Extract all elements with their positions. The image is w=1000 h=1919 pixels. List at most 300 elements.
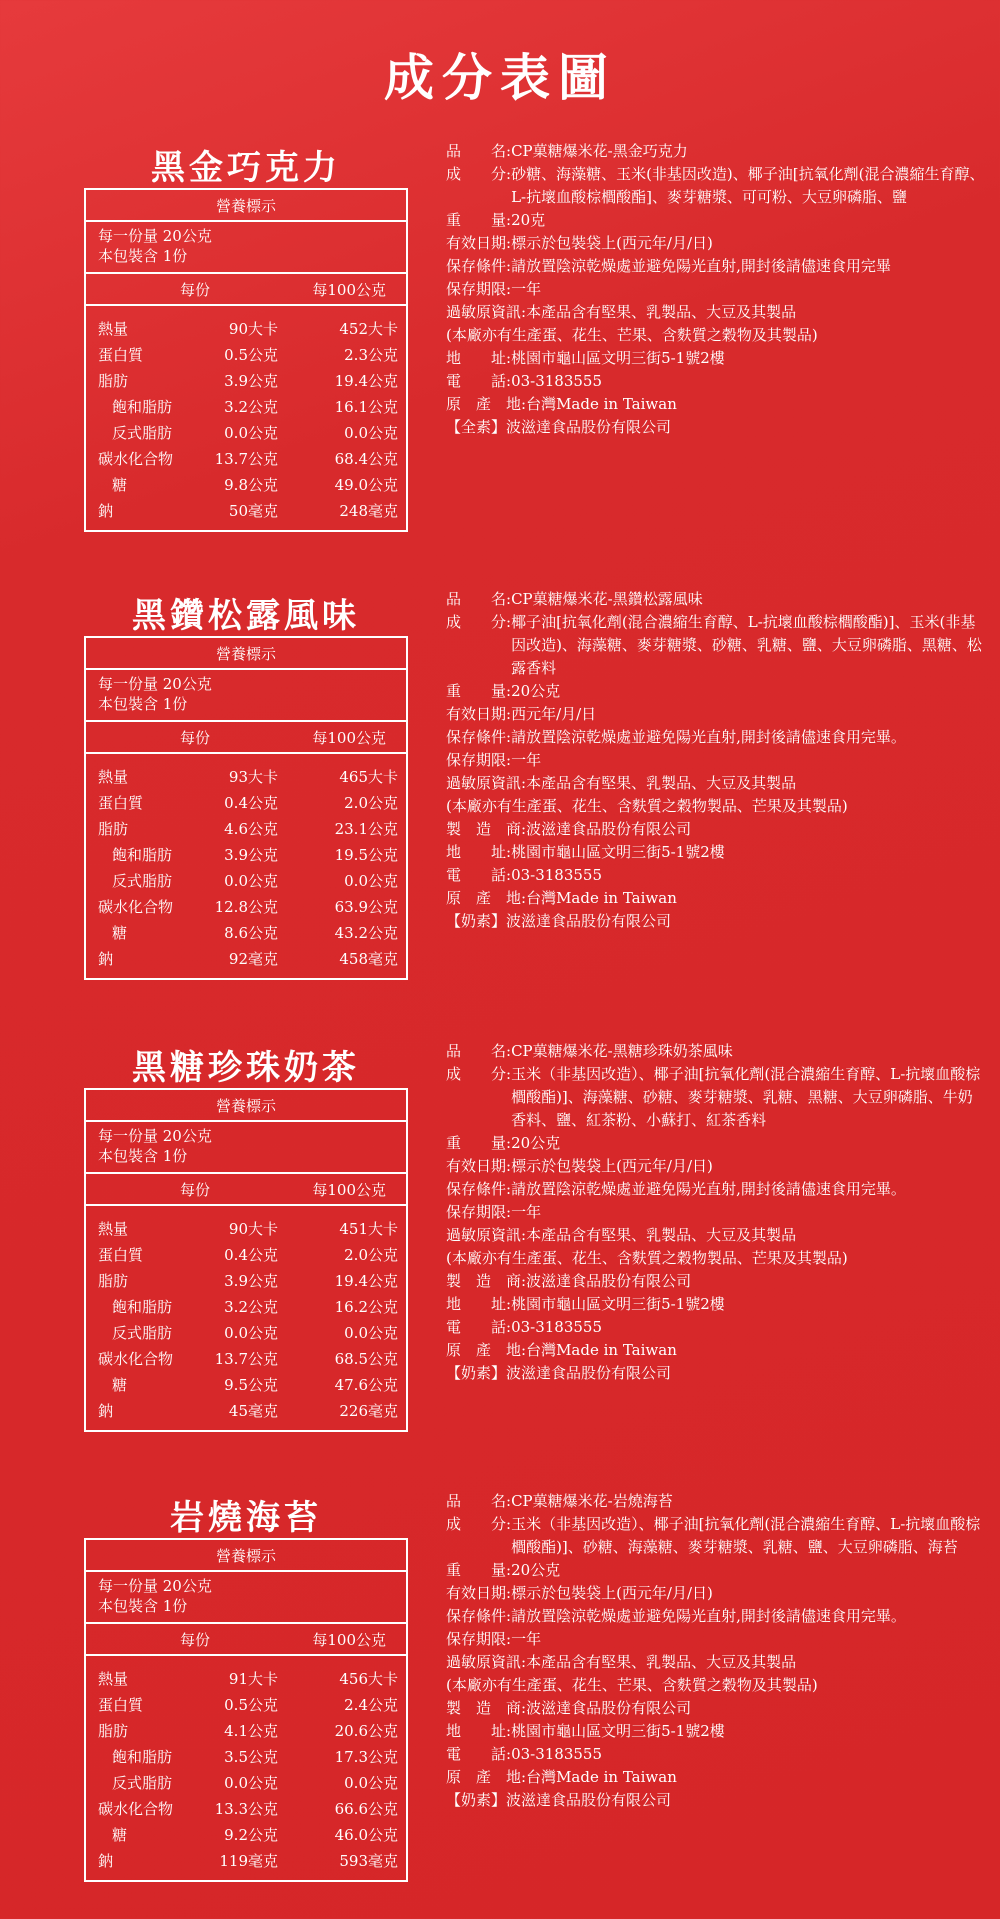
nutrient-label: 脂肪 xyxy=(98,820,129,838)
nutrient-label: 蛋白質 xyxy=(98,1696,144,1714)
info-value: 03-3183555 xyxy=(511,866,603,884)
per-serving-value: 91大卡 xyxy=(228,1670,278,1688)
info-value: 本產品含有堅果、乳製品、大豆及其製品 xyxy=(526,774,797,792)
nutrition-table xyxy=(84,188,408,532)
nutrient-label: 鈉 xyxy=(98,1402,114,1420)
info-line xyxy=(446,611,986,680)
info-line xyxy=(446,393,986,416)
nutrient-label: 飽和脂肪 xyxy=(112,398,173,416)
info-key: 製 造 商: xyxy=(446,1272,527,1290)
info-key: 過敏原資訊: xyxy=(446,1653,527,1671)
nutrient-label: 糖 xyxy=(112,476,128,494)
nutrient-label: 碳水化合物 xyxy=(98,1350,174,1368)
product-info xyxy=(446,1040,986,1385)
info-line xyxy=(446,818,986,841)
product-name: 黑糖珍珠奶茶 xyxy=(132,1048,360,1088)
nutrition-row xyxy=(86,1796,406,1822)
info-line xyxy=(446,795,986,818)
nutrition-rows xyxy=(86,754,406,978)
info-value: 砂糖、海藻糖、玉米(非基因改造)、椰子油[抗氧化劑(混合濃縮生育醇、L-抗壞血酸棕櫚酸酯]、麥芽糖漿、可可粉、大豆卵磷脂、鹽 xyxy=(511,165,985,206)
per-100g-value: 20.6公克 xyxy=(334,1722,398,1740)
info-value: CP菓糖爆米花-黑鑽松露風味 xyxy=(511,590,703,608)
per-100g-value: 2.0公克 xyxy=(344,794,398,812)
info-line xyxy=(446,1339,986,1362)
info-key: 重 量: xyxy=(446,211,512,229)
per-100g-value: 458毫克 xyxy=(339,950,398,968)
col-per-serving: 每份 xyxy=(179,1181,210,1199)
info-line xyxy=(446,347,986,370)
info-key: 電 話: xyxy=(446,1318,512,1336)
info-line xyxy=(446,1674,986,1697)
nutrition-row xyxy=(86,1294,406,1320)
serving-size: 每一份量 20公克 xyxy=(98,675,212,693)
info-value: 桃園市龜山區文明三街5-1號2樓 xyxy=(511,843,725,861)
per-serving-value: 0.0公克 xyxy=(224,872,278,890)
per-serving-value: 13.7公克 xyxy=(214,450,278,468)
info-key: 有效日期: xyxy=(446,1584,512,1602)
per-100g-value: 248毫克 xyxy=(339,502,398,520)
per-serving-value: 90大卡 xyxy=(228,1220,278,1238)
serving-info xyxy=(86,1122,406,1174)
nutrition-row xyxy=(86,1216,406,1242)
info-line xyxy=(446,416,986,439)
per-100g-value: 2.4公克 xyxy=(344,1696,398,1714)
info-line xyxy=(446,232,986,255)
info-key: 原 產 地: xyxy=(446,1768,527,1786)
nutrient-label: 熱量 xyxy=(98,1670,129,1688)
info-value: 03-3183555 xyxy=(511,1318,603,1336)
info-line xyxy=(446,1559,986,1582)
serving-size: 每一份量 20公克 xyxy=(98,227,212,245)
info-key: 保存期限: xyxy=(446,751,512,769)
col-per-100g: 每100公克 xyxy=(312,1631,386,1649)
per-100g-value: 49.0公克 xyxy=(334,476,398,494)
per-serving-value: 0.4公克 xyxy=(224,794,278,812)
info-key: 保存條件: xyxy=(446,1180,512,1198)
info-line xyxy=(446,301,986,324)
info-line xyxy=(446,772,986,795)
nutrition-header: 營養標示 xyxy=(86,190,406,222)
nutrition-row xyxy=(86,1718,406,1744)
info-value: 椰子油[抗氧化劑(混合濃縮生育醇、L-抗壞血酸棕櫚酸酯)]、玉米(非基因改造)、海藻糖、麥芽糖漿、砂糖、乳糖、鹽、大豆卵磷脂、黑糖、松露香料 xyxy=(511,613,982,677)
info-key: 保存期限: xyxy=(446,1630,512,1648)
info-value: 【奶素】波滋達食品股份有限公司 xyxy=(446,1791,672,1809)
nutrition-header: 營養標示 xyxy=(86,1090,406,1122)
per-100g-value: 0.0公克 xyxy=(344,1324,398,1342)
nutrient-label: 糖 xyxy=(112,1376,128,1394)
info-value: 【奶素】波滋達食品股份有限公司 xyxy=(446,1364,672,1382)
info-key: 保存條件: xyxy=(446,1607,512,1625)
serving-info xyxy=(86,222,406,274)
per-100g-value: 43.2公克 xyxy=(334,924,398,942)
column-headers xyxy=(86,274,406,306)
info-value: 台灣Made in Taiwan xyxy=(526,395,677,413)
info-key: 地 址: xyxy=(446,1295,512,1313)
nutrition-row xyxy=(86,816,406,842)
per-serving-value: 50毫克 xyxy=(228,502,278,520)
nutrition-row xyxy=(86,1346,406,1372)
info-key: 保存期限: xyxy=(446,1203,512,1221)
per-100g-value: 19.4公克 xyxy=(334,372,398,390)
info-value: 03-3183555 xyxy=(511,372,603,390)
nutrient-label: 碳水化合物 xyxy=(98,450,174,468)
info-key: 地 址: xyxy=(446,843,512,861)
column-headers xyxy=(86,1174,406,1206)
info-line xyxy=(446,370,986,393)
nutrient-label: 脂肪 xyxy=(98,1272,129,1290)
nutrition-rows xyxy=(86,306,406,530)
nutrient-label: 蛋白質 xyxy=(98,1246,144,1264)
info-value: 標示於包裝袋上(西元年/月/日) xyxy=(511,234,713,252)
nutrition-row xyxy=(86,1242,406,1268)
nutrient-label: 碳水化合物 xyxy=(98,898,174,916)
per-100g-value: 19.5公克 xyxy=(334,846,398,864)
info-line xyxy=(446,1582,986,1605)
per-serving-value: 0.0公克 xyxy=(224,1324,278,1342)
servings-per-pack: 本包裝含 1份 xyxy=(98,695,188,713)
info-value: 20公克 xyxy=(511,1134,561,1152)
info-value: 一年 xyxy=(511,751,542,769)
per-serving-value: 119毫克 xyxy=(219,1852,278,1870)
info-line xyxy=(446,1720,986,1743)
info-line xyxy=(446,1316,986,1339)
product-info xyxy=(446,588,986,933)
per-100g-value: 593毫克 xyxy=(339,1852,398,1870)
info-value: 西元年/月/日 xyxy=(511,705,597,723)
nutrition-row xyxy=(86,1770,406,1796)
info-key: 過敏原資訊: xyxy=(446,1226,527,1244)
info-key: 製 造 商: xyxy=(446,820,527,838)
info-line xyxy=(446,1789,986,1812)
info-value: (本廠亦有生產蛋、花生、含麩質之穀物製品、芒果及其製品) xyxy=(446,797,848,815)
nutrition-row xyxy=(86,1398,406,1424)
info-line xyxy=(446,588,986,611)
per-serving-value: 4.6公克 xyxy=(224,820,278,838)
info-key: 過敏原資訊: xyxy=(446,774,527,792)
info-line xyxy=(446,864,986,887)
nutrition-row xyxy=(86,342,406,368)
info-value: CP菓糖爆米花-岩燒海苔 xyxy=(511,1492,673,1510)
per-100g-value: 0.0公克 xyxy=(344,872,398,890)
info-line xyxy=(446,1362,986,1385)
info-value: 請放置陰涼乾燥處並避免陽光直射,開封後請儘速食用完畢。 xyxy=(511,1180,906,1198)
servings-per-pack: 本包裝含 1份 xyxy=(98,1147,188,1165)
info-line xyxy=(446,1651,986,1674)
nutrition-row xyxy=(86,472,406,498)
info-line xyxy=(446,1247,986,1270)
info-value: 請放置陰涼乾燥處並避免陽光直射,開封後請儘速食用完畢 xyxy=(511,257,891,275)
per-serving-value: 3.9公克 xyxy=(224,846,278,864)
page-title: 成分表圖 xyxy=(384,48,616,107)
info-key: 原 產 地: xyxy=(446,1341,527,1359)
info-key: 有效日期: xyxy=(446,234,512,252)
per-100g-value: 452大卡 xyxy=(339,320,398,338)
product-info xyxy=(446,140,986,439)
col-per-serving: 每份 xyxy=(179,1631,210,1649)
info-value: 20克 xyxy=(511,211,546,229)
info-value: 本產品含有堅果、乳製品、大豆及其製品 xyxy=(526,1653,797,1671)
per-serving-value: 9.5公克 xyxy=(224,1376,278,1394)
nutrient-label: 反式脂肪 xyxy=(112,424,173,442)
nutrition-row xyxy=(86,868,406,894)
info-value: 一年 xyxy=(511,1203,542,1221)
per-serving-value: 0.5公克 xyxy=(224,346,278,364)
info-value: 一年 xyxy=(511,280,542,298)
nutrition-row xyxy=(86,498,406,524)
servings-per-pack: 本包裝含 1份 xyxy=(98,1597,188,1615)
nutrient-label: 鈉 xyxy=(98,502,114,520)
per-serving-value: 9.2公克 xyxy=(224,1826,278,1844)
per-100g-value: 451大卡 xyxy=(339,1220,398,1238)
per-100g-value: 465大卡 xyxy=(339,768,398,786)
info-value: 波滋達食品股份有限公司 xyxy=(526,820,692,838)
serving-info xyxy=(86,1572,406,1624)
col-per-100g: 每100公克 xyxy=(312,1181,386,1199)
product-name: 黑鑽松露風味 xyxy=(132,596,360,636)
info-value: 【全素】波滋達食品股份有限公司 xyxy=(446,418,672,436)
per-100g-value: 17.3公克 xyxy=(334,1748,398,1766)
info-value: CP菓糖爆米花-黑糖珍珠奶茶風味 xyxy=(511,1042,733,1060)
info-line xyxy=(446,1201,986,1224)
info-key: 保存期限: xyxy=(446,280,512,298)
nutrition-row xyxy=(86,894,406,920)
info-key: 電 話: xyxy=(446,1745,512,1763)
info-line xyxy=(446,1513,986,1559)
info-line xyxy=(446,1743,986,1766)
per-serving-value: 13.3公克 xyxy=(214,1800,278,1818)
info-line xyxy=(446,140,986,163)
per-100g-value: 2.0公克 xyxy=(344,1246,398,1264)
nutrient-label: 脂肪 xyxy=(98,1722,129,1740)
nutrition-header: 營養標示 xyxy=(86,638,406,670)
per-serving-value: 8.6公克 xyxy=(224,924,278,942)
nutrition-row xyxy=(86,764,406,790)
info-key: 成 分: xyxy=(446,1065,512,1083)
serving-info xyxy=(86,670,406,722)
info-key: 品 名: xyxy=(446,1492,512,1510)
info-line xyxy=(446,1132,986,1155)
info-key: 過敏原資訊: xyxy=(446,303,527,321)
info-key: 品 名: xyxy=(446,142,512,160)
nutrient-label: 反式脂肪 xyxy=(112,1324,173,1342)
info-key: 電 話: xyxy=(446,866,512,884)
column-headers xyxy=(86,722,406,754)
per-100g-value: 456大卡 xyxy=(339,1670,398,1688)
nutrition-row xyxy=(86,420,406,446)
info-line xyxy=(446,749,986,772)
info-value: 桃園市龜山區文明三街5-1號2樓 xyxy=(511,349,725,367)
nutrition-row xyxy=(86,1666,406,1692)
nutrition-rows xyxy=(86,1206,406,1430)
per-serving-value: 13.7公克 xyxy=(214,1350,278,1368)
info-value: 03-3183555 xyxy=(511,1745,603,1763)
info-value: (本廠亦有生產蛋、花生、芒果、含麩質之穀物及其製品) xyxy=(446,1676,818,1694)
nutrition-row xyxy=(86,920,406,946)
info-value: 台灣Made in Taiwan xyxy=(526,889,677,907)
info-key: 保存條件: xyxy=(446,728,512,746)
info-line xyxy=(446,1490,986,1513)
nutrition-header: 營養標示 xyxy=(86,1540,406,1572)
nutrition-row xyxy=(86,446,406,472)
per-100g-value: 66.6公克 xyxy=(334,1800,398,1818)
per-serving-value: 92毫克 xyxy=(228,950,278,968)
nutrient-label: 鈉 xyxy=(98,950,114,968)
info-key: 地 址: xyxy=(446,349,512,367)
nutrient-label: 反式脂肪 xyxy=(112,1774,173,1792)
info-line xyxy=(446,1155,986,1178)
info-key: 重 量: xyxy=(446,682,512,700)
info-value: (本廠亦有生產蛋、花生、含麩質之穀物製品、芒果及其製品) xyxy=(446,1249,848,1267)
info-value: 請放置陰涼乾燥處並避免陽光直射,開封後請儘速食用完畢。 xyxy=(511,728,906,746)
info-value: 桃園市龜山區文明三街5-1號2樓 xyxy=(511,1722,725,1740)
info-value: 玉米（非基因改造）、椰子油[抗氧化劑(混合濃縮生育醇、L-抗壞血酸棕櫚酸酯)]、海藻糖、砂糖、麥芽糖漿、乳糖、黑糖、大豆卵磷脂、牛奶香料、鹽、紅茶粉、小蘇打、紅茶香料 xyxy=(511,1065,981,1129)
nutrition-rows xyxy=(86,1656,406,1880)
per-serving-value: 93大卡 xyxy=(228,768,278,786)
col-per-100g: 每100公克 xyxy=(312,729,386,747)
info-line xyxy=(446,726,986,749)
nutrition-row xyxy=(86,316,406,342)
nutrition-row xyxy=(86,1372,406,1398)
info-key: 品 名: xyxy=(446,1042,512,1060)
per-serving-value: 0.5公克 xyxy=(224,1696,278,1714)
nutrition-row xyxy=(86,1848,406,1874)
per-100g-value: 47.6公克 xyxy=(334,1376,398,1394)
info-value: 20公克 xyxy=(511,682,561,700)
info-key: 電 話: xyxy=(446,372,512,390)
nutrient-label: 反式脂肪 xyxy=(112,872,173,890)
per-serving-value: 9.8公克 xyxy=(224,476,278,494)
nutrient-label: 飽和脂肪 xyxy=(112,1298,173,1316)
per-100g-value: 23.1公克 xyxy=(334,820,398,838)
info-key: 成 分: xyxy=(446,165,512,183)
product-section xyxy=(0,1490,1000,1919)
nutrition-row xyxy=(86,1692,406,1718)
info-line xyxy=(446,1293,986,1316)
info-value: 波滋達食品股份有限公司 xyxy=(526,1699,692,1717)
nutrient-label: 碳水化合物 xyxy=(98,1800,174,1818)
info-line xyxy=(446,209,986,232)
nutrient-label: 熱量 xyxy=(98,320,129,338)
column-headers xyxy=(86,1624,406,1656)
info-line xyxy=(446,1224,986,1247)
per-serving-value: 0.4公克 xyxy=(224,1246,278,1264)
info-value: 桃園市龜山區文明三街5-1號2樓 xyxy=(511,1295,725,1313)
nutrition-row xyxy=(86,790,406,816)
col-per-serving: 每份 xyxy=(179,729,210,747)
per-100g-value: 68.5公克 xyxy=(334,1350,398,1368)
nutrient-label: 鈉 xyxy=(98,1852,114,1870)
nutrition-row xyxy=(86,842,406,868)
info-value: 波滋達食品股份有限公司 xyxy=(526,1272,692,1290)
info-line xyxy=(446,680,986,703)
info-key: 製 造 商: xyxy=(446,1699,527,1717)
serving-size: 每一份量 20公克 xyxy=(98,1577,212,1595)
info-line xyxy=(446,1628,986,1651)
info-value: CP菓糖爆米花-黑金巧克力 xyxy=(511,142,688,160)
per-100g-value: 16.1公克 xyxy=(334,398,398,416)
info-line xyxy=(446,1063,986,1132)
product-name: 岩燒海苔 xyxy=(170,1498,322,1538)
info-line xyxy=(446,278,986,301)
per-serving-value: 4.1公克 xyxy=(224,1722,278,1740)
nutrient-label: 飽和脂肪 xyxy=(112,1748,173,1766)
info-key: 有效日期: xyxy=(446,705,512,723)
nutrition-row xyxy=(86,1268,406,1294)
info-key: 地 址: xyxy=(446,1722,512,1740)
info-line xyxy=(446,841,986,864)
info-value: 玉米（非基因改造）、椰子油[抗氧化劑(混合濃縮生育醇、L-抗壞血酸棕櫚酸酯)]、砂糖、海藻糖、麥芽糖漿、乳糖、鹽、大豆卵磷脂、海苔 xyxy=(511,1515,981,1556)
nutrition-row xyxy=(86,1822,406,1848)
per-100g-value: 46.0公克 xyxy=(334,1826,398,1844)
info-value: 標示於包裝袋上(西元年/月/日) xyxy=(511,1584,713,1602)
product-name: 黑金巧克力 xyxy=(151,148,341,188)
info-line xyxy=(446,1040,986,1063)
nutrient-label: 熱量 xyxy=(98,768,129,786)
per-serving-value: 3.9公克 xyxy=(224,372,278,390)
nutrition-table xyxy=(84,1088,408,1432)
per-serving-value: 0.0公克 xyxy=(224,424,278,442)
info-line xyxy=(446,1697,986,1720)
info-line xyxy=(446,1270,986,1293)
per-serving-value: 3.5公克 xyxy=(224,1748,278,1766)
per-100g-value: 226毫克 xyxy=(339,1402,398,1420)
info-value: 本產品含有堅果、乳製品、大豆及其製品 xyxy=(526,303,797,321)
nutrient-label: 糖 xyxy=(112,924,128,942)
info-value: 【奶素】波滋達食品股份有限公司 xyxy=(446,912,672,930)
nutrient-label: 蛋白質 xyxy=(98,794,144,812)
per-100g-value: 68.4公克 xyxy=(334,450,398,468)
servings-per-pack: 本包裝含 1份 xyxy=(98,247,188,265)
per-serving-value: 90大卡 xyxy=(228,320,278,338)
info-key: 原 產 地: xyxy=(446,889,527,907)
info-key: 成 分: xyxy=(446,1515,512,1533)
nutrient-label: 熱量 xyxy=(98,1220,129,1238)
nutrition-table xyxy=(84,1538,408,1882)
info-line xyxy=(446,163,986,209)
nutrition-row xyxy=(86,946,406,972)
per-serving-value: 0.0公克 xyxy=(224,1774,278,1792)
nutrition-table xyxy=(84,636,408,980)
info-key: 保存條件: xyxy=(446,257,512,275)
info-value: (本廠亦有生產蛋、花生、芒果、含麩質之穀物及其製品) xyxy=(446,326,818,344)
per-100g-value: 16.2公克 xyxy=(334,1298,398,1316)
info-value: 台灣Made in Taiwan xyxy=(526,1341,677,1359)
info-line xyxy=(446,1605,986,1628)
info-line xyxy=(446,910,986,933)
info-key: 成 分: xyxy=(446,613,512,631)
per-serving-value: 3.9公克 xyxy=(224,1272,278,1290)
nutrient-label: 蛋白質 xyxy=(98,346,144,364)
info-value: 20公克 xyxy=(511,1561,561,1579)
product-section xyxy=(0,588,1000,1028)
per-serving-value: 3.2公克 xyxy=(224,1298,278,1316)
nutrition-row xyxy=(86,394,406,420)
info-line xyxy=(446,324,986,347)
info-line xyxy=(446,1766,986,1789)
nutrition-row xyxy=(86,1744,406,1770)
per-100g-value: 0.0公克 xyxy=(344,424,398,442)
product-info xyxy=(446,1490,986,1812)
per-100g-value: 63.9公克 xyxy=(334,898,398,916)
info-value: 台灣Made in Taiwan xyxy=(526,1768,677,1786)
per-100g-value: 2.3公克 xyxy=(344,346,398,364)
per-serving-value: 45毫克 xyxy=(228,1402,278,1420)
nutrition-row xyxy=(86,368,406,394)
info-key: 有效日期: xyxy=(446,1157,512,1175)
per-100g-value: 19.4公克 xyxy=(334,1272,398,1290)
per-serving-value: 12.8公克 xyxy=(214,898,278,916)
nutrient-label: 糖 xyxy=(112,1826,128,1844)
